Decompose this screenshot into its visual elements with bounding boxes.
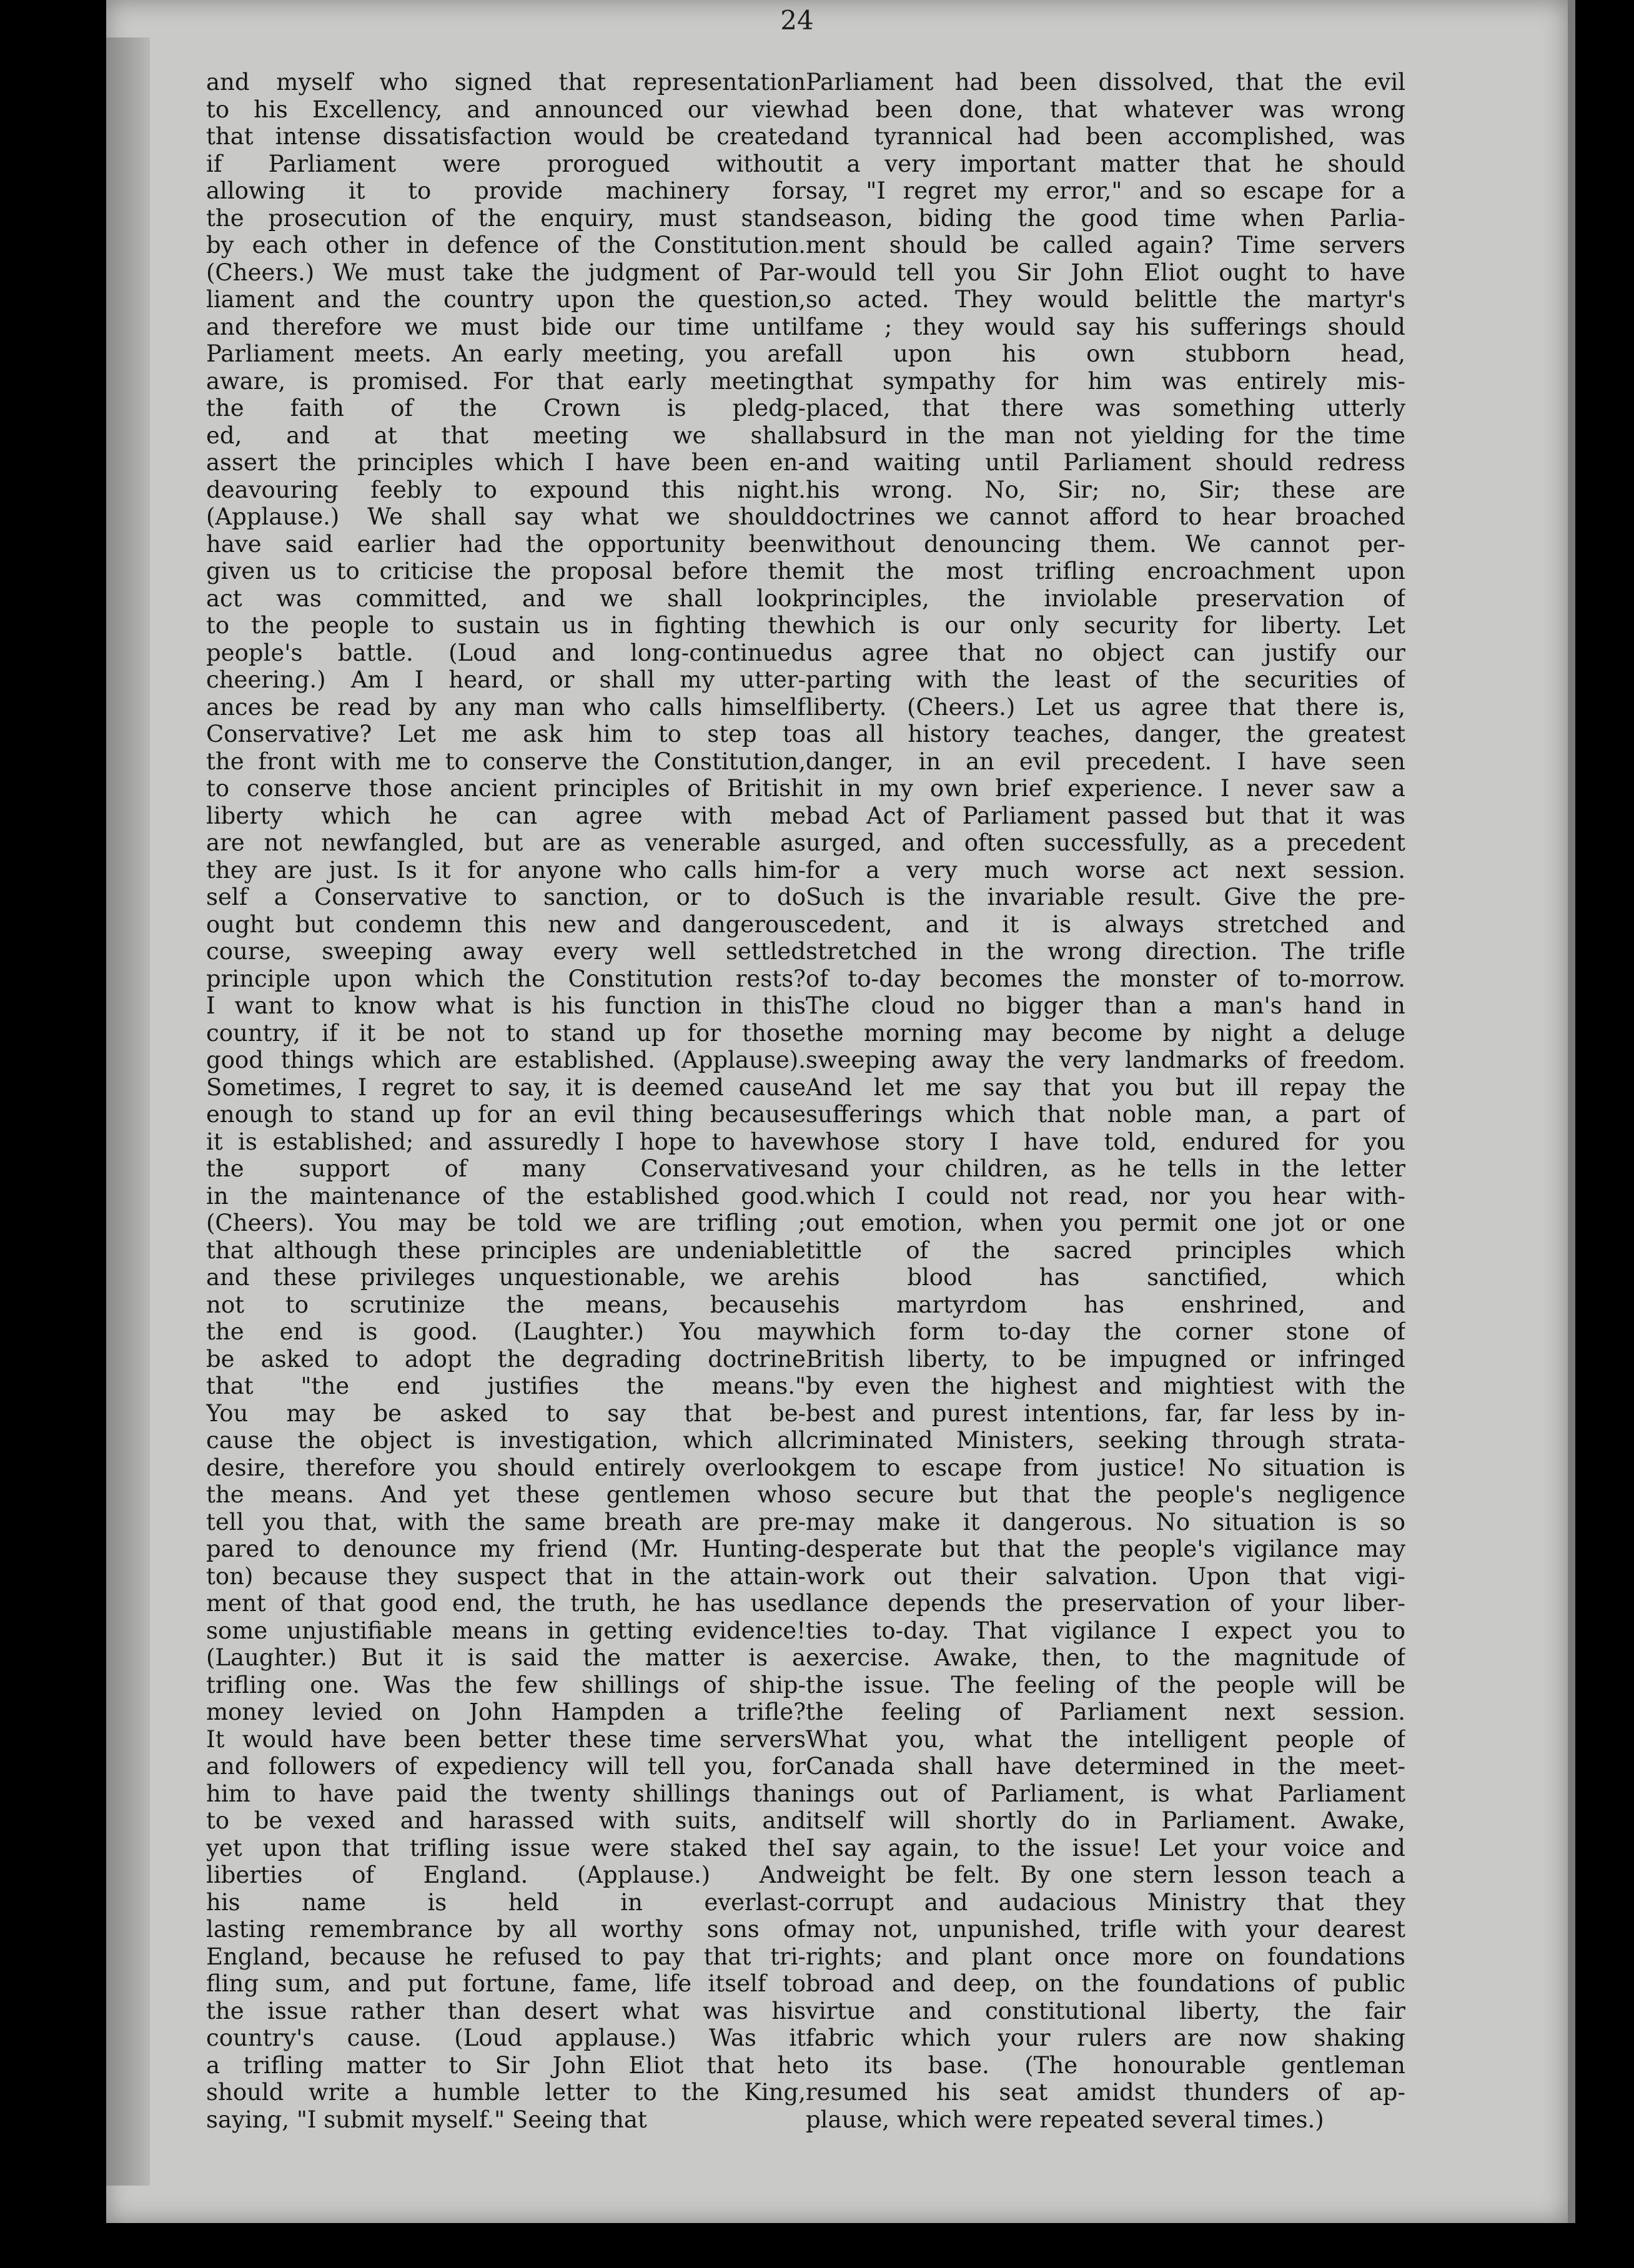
text-line: of to-day becomes the monster of to-morrow. [806,965,1405,992]
text-line: which I could not read, nor you hear with- [806,1182,1405,1210]
text-line: doctrines we cannot afford to hear broached [806,503,1405,530]
text-line: sufferings which that noble man, a part of [806,1101,1405,1128]
page-number: 24 [780,5,814,36]
text-line: What you, what the intelligent people of [806,1725,1405,1753]
text-line: criminated Ministers, seeking through strata- [806,1427,1405,1454]
text-line: should write a humble letter to the King, [206,2079,806,2106]
text-line: not to scrutinize the means, because [206,1291,806,1318]
text-line: fling sum, and put fortune, fame, life itself to [206,1970,806,1997]
text-line: deavouring feebly to expound this night. [206,476,806,503]
text-line: some unjustifiable means in getting evidence! [206,1617,806,1644]
text-line: so acted. They would belittle the martyr's [806,286,1405,313]
text-line: itself will shortly do in Parliament. Awake, [806,1807,1405,1834]
text-line: the support of many Conservatives [206,1155,806,1182]
text-line: which form to-day the corner stone of [806,1318,1405,1345]
text-line: in the maintenance of the established good. [206,1182,806,1210]
text-line: would tell you Sir John Eliot ought to have [806,259,1405,286]
text-line: You may be asked to say that be- [206,1399,806,1427]
text-line: resumed his seat amidst thunders of ap- [806,2079,1405,2106]
text-line: and these privileges unquestionable, we are [206,1264,806,1291]
text-line: to be vexed and harassed with suits, and [206,1807,806,1834]
text-line: virtue and constitutional liberty, the fair [806,1997,1405,2024]
text-line: work out their salvation. Upon that vigi- [806,1562,1405,1590]
text-line: ment should be called again? Time servers [806,232,1405,259]
text-line: (Laughter.) But it is said the matter is a [206,1644,806,1671]
text-line: And let me say that you but ill repay the [806,1073,1405,1101]
text-line: and tyrannical had been accomplished, was [806,123,1405,150]
text-line: weight be felt. By one stern lesson teach a [806,1861,1405,1888]
text-line: stretched in the wrong direction. The trifle [806,938,1405,965]
text-line: yet upon that trifling issue were staked the [206,1834,806,1861]
text-line: absurd in the man not yielding for the time [806,422,1405,449]
text-line: cedent, and it is always stretched and [806,910,1405,938]
text-line: Such is the invariable result. Give the pre- [806,884,1405,910]
text-line: exercise. Awake, then, to the magnitude of [806,1644,1405,1671]
text-line: enough to stand up for an evil thing because [206,1101,806,1128]
text-line: that sympathy for him was entirely mis- [806,367,1405,395]
text-line: trifling one. Was the few shillings of ship- [206,1671,806,1699]
text-line: his name is held in everlast- [206,1888,806,1916]
text-line: given us to criticise the proposal before the [206,558,806,584]
text-line: broad and deep, on the foundations of public [806,1970,1405,1997]
text-line: it in my own brief experience. I never saw a [806,775,1405,802]
text-line: for a very much worse act next session. [806,856,1405,884]
text-line: to the people to sustain us in fighting the [206,612,806,639]
text-line: allowing it to provide machinery for [206,177,806,204]
text-line: which is our only security for liberty. Let [806,612,1405,639]
text-line: and therefore we must bide our time until [206,313,806,340]
text-line: ings out of Parliament, is what Parliament [806,1780,1405,1807]
text-line: tell you that, with the same breath are pre- [206,1508,806,1536]
text-line: parting with the least of the securities of [806,666,1405,693]
text-line: liberty which he can agree with me [206,802,806,829]
text-line: ances be read by any man who calls himself [206,693,806,721]
text-line: to conserve those ancient principles of British [206,775,806,802]
text-line: act was committed, and we shall look [206,584,806,612]
text-line: that although these principles are undeniable [206,1236,806,1264]
text-line: as all history teaches, danger, the greatest [806,721,1405,747]
text-line: ton) because they suspect that in the attain- [206,1562,806,1590]
text-line: corrupt and audacious Ministry that they [806,1888,1405,1916]
text-line: It would have been better these time servers [206,1725,806,1753]
text-line: saying, "I submit myself." Seeing that [206,2106,647,2133]
text-line: and your children, as he tells in the letter [806,1155,1405,1182]
text-line: liament and the country upon the question, [206,286,806,313]
text-line: liberty. (Cheers.) Let us agree that there is, [806,693,1405,721]
text-line: sweeping away the very landmarks of freedom. [806,1047,1405,1073]
text-line: placed, that there was something utterly [806,395,1405,422]
text-line: assert the principles which I have been en- [206,449,806,476]
text-line: cheering.) Am I heard, or shall my utter- [206,666,806,693]
text-line: it a very important matter that he should [806,150,1405,177]
text-line: his wrong. No, Sir; no, Sir; these are [806,476,1405,503]
text-column-left [206,69,806,2142]
text-line: Canada shall have determined in the meet- [806,1753,1405,1780]
text-line: the prosecution of the enquiry, must stand [206,204,806,232]
text-line: desperate but that the people's vigilance may [806,1536,1405,1562]
text-line: ought but condemn this new and dangerous [206,910,806,938]
text-line: The cloud no bigger than a man's hand in [806,992,1405,1019]
text-line: Parliament meets. An early meeting, you are [206,340,806,367]
text-line: it is established; and assuredly I hope to have [206,1128,806,1155]
text-line: so secure but that the people's negligence [806,1481,1405,1508]
text-line: people's battle. (Loud and long-continued [206,639,806,666]
text-line: pared to denounce my friend (Mr. Hunting- [206,1536,806,1562]
text-line: fall upon his own stubborn head, [806,340,1405,367]
text-line: I say again, to the issue! Let your voice and [806,1834,1405,1861]
text-line: to its base. (The honourable gentleman [806,2051,1405,2079]
text-line: ties to-day. That vigilance I expect you to [806,1617,1405,1644]
text-line: self a Conservative to sanction, or to do [206,884,806,910]
text-line: whose story I have told, endured for you [806,1128,1405,1155]
text-line: the means. And yet these gentlemen who [206,1481,806,1508]
text-line: Conservative? Let me ask him to step to [206,721,806,747]
text-column-right [806,69,1405,2142]
text-line: Sometimes, I regret to say, it is deemed cause [206,1073,806,1101]
text-line: are not newfangled, but are as venerable as [206,829,806,856]
text-line: aware, is promised. For that early meeting [206,367,806,395]
text-line: fame ; they would say his sufferings should [806,313,1405,340]
text-line: the faith of the Crown is pledg- [206,395,806,422]
text-line: danger, in an evil precedent. I have seen [806,747,1405,775]
text-line: tittle of the sacred principles which [806,1236,1405,1264]
text-line: fabric which your rulers are now shaking [806,2024,1405,2051]
text-line: him to have paid the twenty shillings than [206,1780,806,1807]
text-line: that intense dissatisfaction would be created [206,123,806,150]
text-line: rights; and plant once more on foundations [806,1943,1405,1970]
text-line: good things which are established. (Applause). [206,1047,806,1073]
text-line: to his Excellency, and announced our view [206,96,806,123]
text-line: course, sweeping away every well settled [206,938,806,965]
text-line: (Cheers). You may be told we are trifling ; [206,1210,806,1236]
text-line: desire, therefore you should entirely overlook [206,1454,806,1481]
text-line: lasting remembrance by all worthy sons of [206,1916,806,1943]
text-line: cause the object is investigation, which all [206,1427,806,1454]
text-line: and myself who signed that representation [206,69,806,96]
text-line: the morning may become by night a deluge [806,1019,1405,1047]
text-line: season, biding the good time when Parlia- [806,204,1405,232]
text-line: bad Act of Parliament passed but that it was [806,802,1405,829]
text-line: liberties of England. (Applause.) And [206,1861,806,1888]
text-line: lance depends the preservation of your liber- [806,1590,1405,1617]
text-line: without denouncing them. We cannot per- [806,530,1405,558]
text-line: by each other in defence of the Constitution. [206,232,806,259]
text-line: gem to escape from justice! No situation is [806,1454,1405,1481]
text-line: they are just. Is it for anyone who calls him- [206,856,806,884]
text-line: out emotion, when you permit one jot or one [806,1210,1405,1236]
text-line: have said earlier had the opportunity been [206,530,806,558]
text-line: ment of that good end, the truth, he has used [206,1590,806,1617]
text-line: principles, the inviolable preservation of [806,584,1405,612]
text-line: if Parliament were prorogued without [206,150,806,177]
text-line: be asked to adopt the degrading doctrine [206,1345,806,1373]
text-line: country's cause. (Loud applause.) Was it [206,2024,806,2051]
text-line: (Applause.) We shall say what we should [206,503,806,530]
text-line: the issue rather than desert what was his [206,1997,806,2024]
text-line: the end is good. (Laughter.) You may [206,1318,806,1345]
text-line: us agree that no object can justify our [806,639,1405,666]
text-line: may make it dangerous. No situation is so [806,1508,1405,1536]
text-line: Parliament had been dissolved, that the evil [806,69,1405,96]
text-line: I want to know what is his function in this [206,992,806,1019]
text-line: urged, and often successfully, as a precedent [806,829,1405,856]
text-line: say, "I regret my error," and so escape for a [806,177,1405,204]
text-line: by even the highest and mightiest with the [806,1373,1405,1399]
text-line: a trifling matter to Sir John Eliot that he [206,2051,806,2079]
text-line: best and purest intentions, far, far less by in- [806,1399,1405,1427]
text-line: British liberty, to be impugned or infringed [806,1345,1405,1373]
text-line: and waiting until Parliament should redress [806,449,1405,476]
text-line: had been done, that whatever was wrong [806,96,1405,123]
binding-edge [106,37,150,2186]
text-line: principle upon which the Constitution rests? [206,965,806,992]
text-line: the front with me to conserve the Constitution, [206,747,806,775]
text-line: (Cheers.) We must take the judgment of Par- [206,259,806,286]
text-line: and followers of expediency will tell you, for [206,1753,806,1780]
text-line: may not, unpunished, trifle with your dearest [806,1916,1405,1943]
text-line: his blood has sanctified, which [806,1264,1405,1291]
text-line: mit the most trifling encroachment upon [806,558,1405,584]
text-line: his martyrdom has enshrined, and [806,1291,1405,1318]
text-line: that "the end justifies the means." [206,1373,806,1399]
page-right-edge [1568,0,1575,2223]
text-line: plause, which were repeated several times.) [806,2106,1324,2133]
text-line: country, if it be not to stand up for those [206,1019,806,1047]
text-line: ed, and at that meeting we shall [206,422,806,449]
text-line: the issue. The feeling of the people will be [806,1671,1405,1699]
text-line: money levied on John Hampden a trifle? [206,1699,806,1725]
text-line: the feeling of Parliament next session. [806,1699,1405,1725]
text-line: England, because he refused to pay that tri- [206,1943,806,1970]
